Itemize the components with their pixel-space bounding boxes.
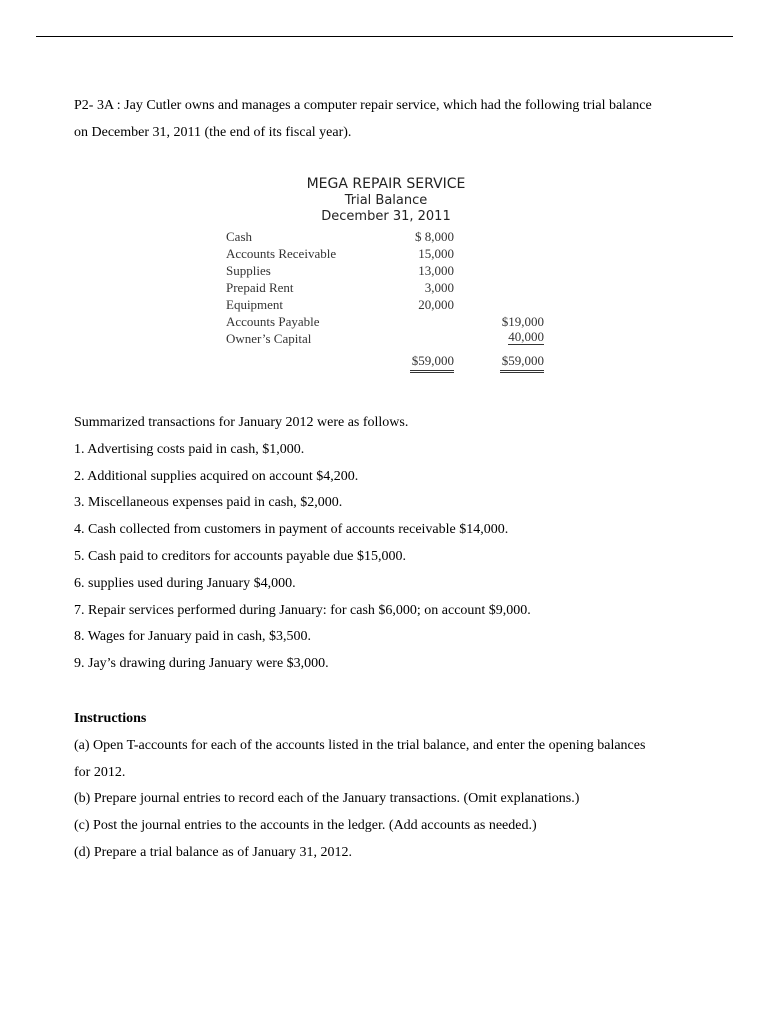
table-row: [226, 313, 566, 330]
table-row: [226, 262, 566, 279]
trial-balance-header: [226, 176, 546, 225]
instructions-title: Instructions: [74, 711, 147, 726]
debit-amount: 15,000: [418, 246, 454, 261]
total-credit: $59,000: [500, 353, 544, 373]
totals-row: [226, 353, 566, 375]
list-item: 2. Additional supplies acquired on account $4,200.: [74, 468, 359, 484]
list-item: for 2012.: [74, 764, 126, 780]
list-item: 4. Cash collected from customers in payment of accounts receivable $14,000.: [74, 522, 509, 538]
account-name: Equipment: [226, 297, 284, 312]
credit-amount: $19,000: [501, 314, 544, 329]
list-item: 3. Miscellaneous expenses paid in cash, $2,000.: [74, 495, 343, 511]
account-name: Cash: [226, 229, 252, 244]
statement-name: Trial Balance: [344, 193, 428, 208]
account-name: Owner’s Capital: [226, 331, 312, 346]
transactions-heading: Summarized transactions for January 2012 were as follows.: [74, 415, 409, 430]
total-debit: $59,000: [410, 353, 454, 373]
list-item: (c) Post the journal entries to the accounts in the ledger. (Add accounts as needed.): [74, 818, 537, 834]
account-name: Accounts Payable: [226, 314, 320, 329]
debit-amount: 3,000: [424, 280, 454, 295]
transactions-section: [74, 410, 734, 678]
table-row: [226, 245, 566, 262]
list-item: (d) Prepare a trial balance as of January 31, 2012.: [74, 844, 352, 860]
problem-intro: [74, 92, 714, 146]
instructions-section: [74, 706, 714, 867]
list-item: 8. Wages for January paid in cash, $3,500.: [74, 629, 311, 645]
company-name: MEGA REPAIR SERVICE: [306, 176, 466, 192]
account-name: Prepaid Rent: [226, 280, 294, 295]
account-name: Supplies: [226, 263, 271, 278]
header-rule: [36, 36, 733, 37]
table-row: [226, 279, 566, 296]
trial-balance-rows: [226, 228, 566, 375]
debit-amount: 13,000: [418, 263, 454, 278]
list-item: 6. supplies used during January $4,000.: [74, 575, 296, 591]
intro-line-2: on December 31, 2011 (the end of its fiscal year).: [74, 125, 352, 140]
credit-amount: 40,000: [508, 329, 544, 344]
debit-amount: $ 8,000: [415, 229, 454, 244]
list-item: (a) Open T-accounts for each of the accounts listed in the trial balance, and enter the opening balances: [74, 737, 646, 753]
table-row: [226, 330, 566, 347]
intro-line-1: P2- 3A : Jay Cutler owns and manages a computer repair service, which had the following trial balance: [74, 98, 652, 113]
list-item: 1. Advertising costs paid in cash, $1,000.: [74, 441, 305, 457]
table-row: [226, 296, 566, 313]
statement-date: December 31, 2011: [321, 209, 451, 224]
debit-amount: 20,000: [418, 297, 454, 312]
list-item: 5. Cash paid to creditors for accounts payable due $15,000.: [74, 548, 407, 564]
list-item: (b) Prepare journal entries to record each of the January transactions. (Omit explanations.): [74, 791, 580, 807]
list-item: 9. Jay’s drawing during January were $3,000.: [74, 656, 329, 672]
trial-balance: [226, 176, 566, 375]
account-name: Accounts Receivable: [226, 246, 337, 261]
table-row: [226, 228, 566, 245]
list-item: 7. Repair services performed during January: for cash $6,000; on account $9,000.: [74, 602, 531, 618]
